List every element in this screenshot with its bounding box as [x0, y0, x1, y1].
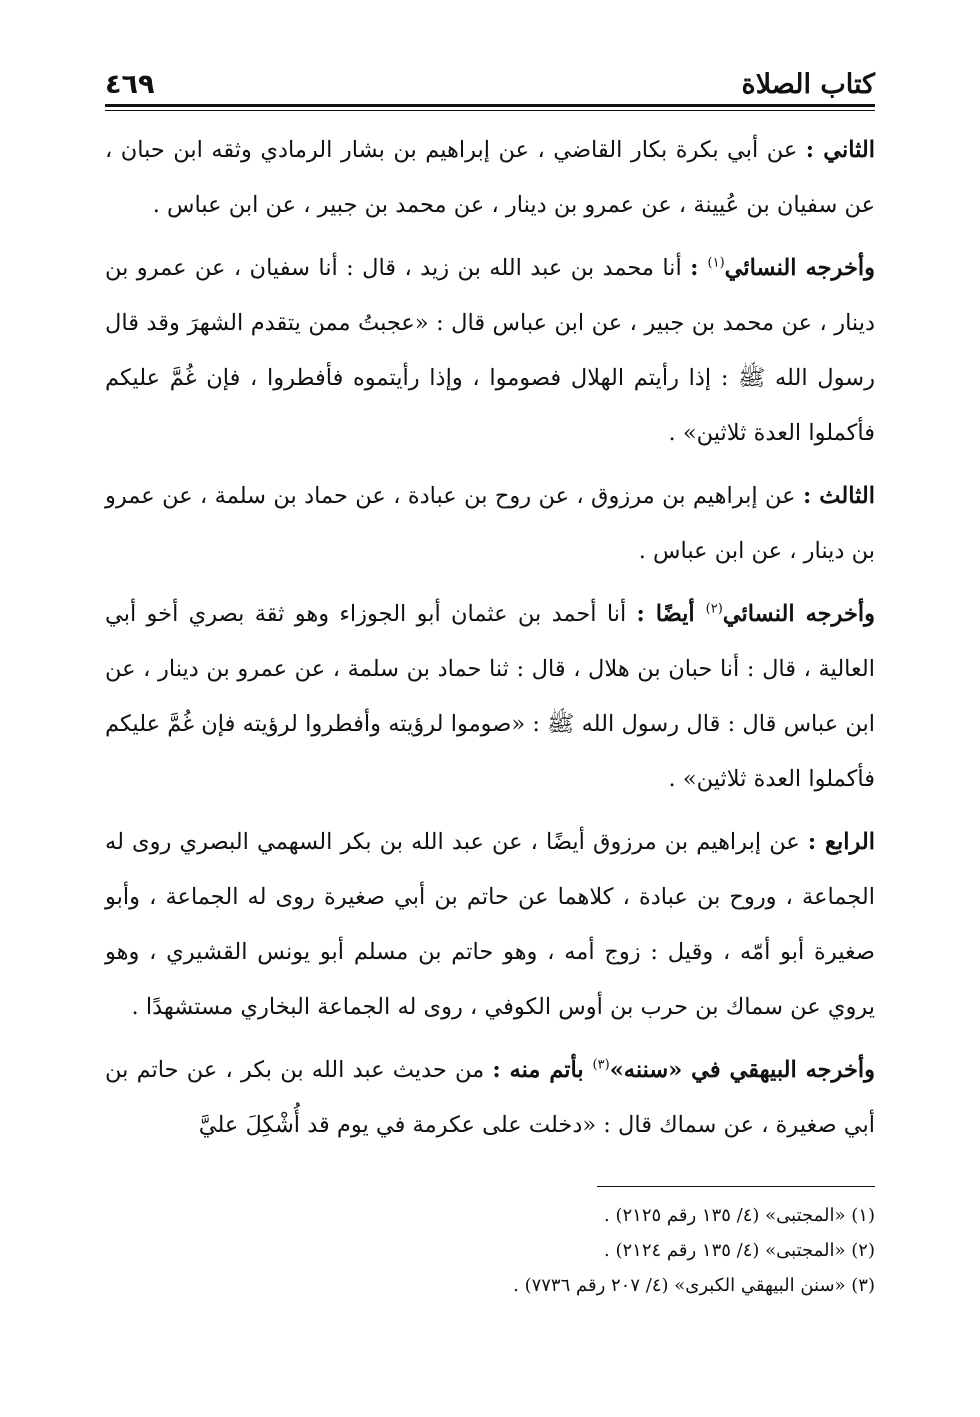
running-title: كتاب الصلاة [741, 69, 875, 100]
header-rule [105, 104, 875, 107]
footnote-separator [597, 1186, 875, 1187]
paragraph-text: أنا محمد بن عبد الله بن زيد ، قال : أنا سفيان ، عن عمرو بن دينار ، عن محمد بن جبير ، عن ابن عباس قال : «عجبتُ ممن يتقدم الشهرَ وقد قال رسول الله ﷺ : إذا رأيتم الهلال فصوموا ، وإذا رأيتموه فأفطروا ، فإن غُمَّ عليكم فأكملوا العدة ثلاثين» . [105, 255, 875, 446]
page-number: ٤٦٩ [105, 69, 155, 100]
paragraph-text: عن إبراهيم بن مرزوق أيضًا ، عن عبد الله بن بكر السهمي البصري روى له الجماعة ، وروح بن عبادة ، كلاهما عن حاتم بن أبي صغيرة روى له الجماعة ، وأبو صغيرة أبو أمّه ، وقيل : زوج أمه ، وهو حاتم بن مسلم أبو يونس القشيري ، وهو يروي عن سماك بن حرب بن أوس الكوفي ، روى له الجماعة البخاري مستشهدًا . [105, 829, 875, 1020]
footnote: (١) «المجتبى» (٤/ ١٣٥ رقم ٢١٢٥) . [604, 1205, 875, 1226]
footnote-ref[interactable]: (١) [707, 255, 725, 271]
paragraph-lead: الثالث : [802, 483, 875, 509]
footnote-ref[interactable]: (٢) [705, 601, 723, 617]
paragraph-lead: وأخرجه البيهقي في «سننه» [609, 1057, 875, 1083]
paragraph [105, 123, 875, 233]
paragraph [105, 241, 875, 461]
paragraph [105, 815, 875, 1035]
paragraph [105, 587, 875, 807]
paragraph-lead: الثاني : [805, 137, 875, 163]
paragraph-text: عن إبراهيم بن مرزوق ، عن روح بن عبادة ، عن حماد بن سلمة ، عن عمرو بن دينار ، عن ابن عباس . [105, 483, 875, 564]
paragraph-lead: وأخرجه النسائي [724, 255, 875, 281]
main-text [105, 123, 875, 1161]
footnote: (٣) «سنن البيهقي الكبرى» (٤/ ٢٠٧ رقم ٧٧٣٦) . [513, 1275, 875, 1296]
paragraph [105, 1043, 875, 1153]
paragraph-text: من حديث عبد الله بن بكر ، عن حاتم بن أبي صغيرة ، عن سماك قال : «دخلت على عكرمة في يوم قد أُشْكِلَ عليَّ [105, 1057, 875, 1138]
paragraph [105, 469, 875, 579]
paragraph-lead: أيضًا : [636, 601, 706, 627]
paragraph-lead: بأتم منه : [492, 1057, 593, 1083]
paragraph-text: أنا أحمد بن عثمان أبو الجوزاء وهو ثقة بصري أخو أبي العالية ، قال : أنا حبان بن هلال ، قال : ثنا حماد بن سلمة ، عن عمرو بن دينار ، عن ابن عباس قال : قال رسول الله ﷺ : «صوموا لرؤيته وأفطروا لرؤيته فإن غُمَّ عليكم فأكملوا العدة ثلاثين» . [105, 601, 875, 792]
page-header [105, 50, 875, 98]
paragraph-text: عن أبي بكرة بكار القاضي ، عن إبراهيم بن بشار الرمادي وثقه ابن حبان ، عن سفيان بن عُيينة ، عن عمرو بن دينار ، عن محمد بن جبير ، عن ابن عباس . [105, 137, 875, 218]
header-rule-thin [105, 110, 875, 111]
paragraph-lead: : [690, 255, 708, 281]
footnote: (٢) «المجتبى» (٤/ ١٣٥ رقم ٢١٢٤) . [604, 1240, 875, 1261]
footnotes [105, 1198, 875, 1303]
footnote-ref[interactable]: (٣) [592, 1057, 610, 1073]
paragraph-lead: الرابع : [807, 829, 875, 855]
paragraph-lead: وأخرجه النسائي [722, 601, 875, 627]
